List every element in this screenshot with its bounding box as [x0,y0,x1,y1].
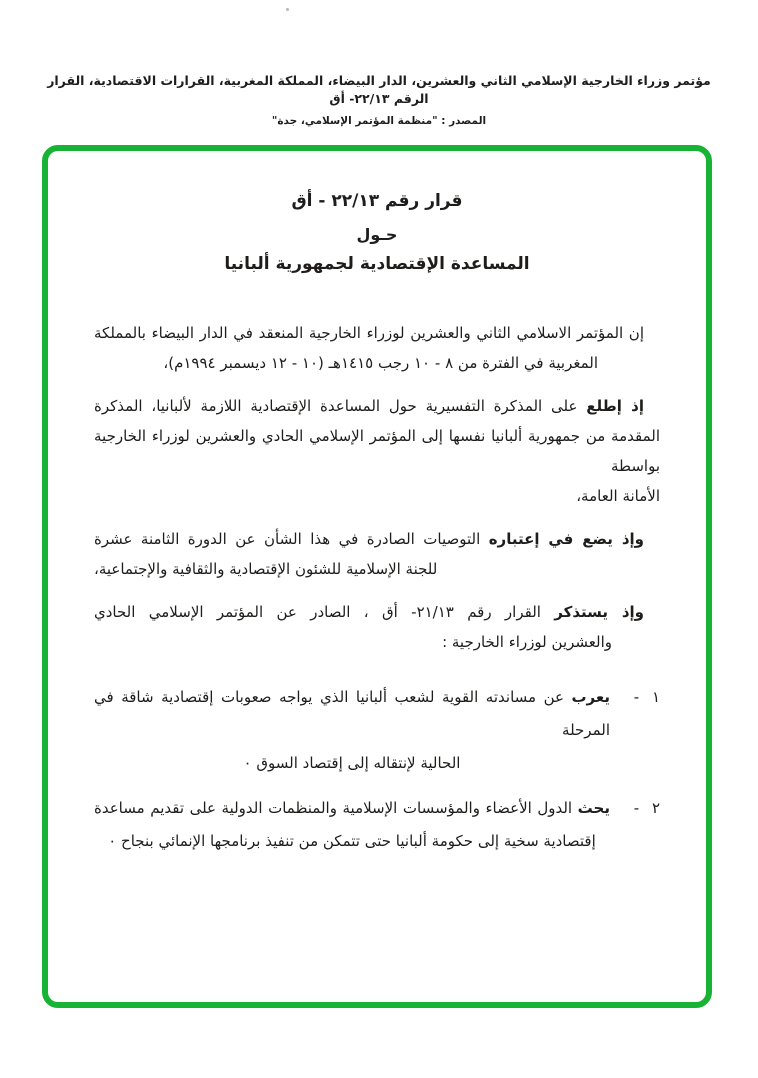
paragraph-line [94,318,660,348]
line-text: الدول الأعضاء والمؤسسات الإسلامية والمنظمات الدولية على تقديم مساعدة [94,799,578,817]
line-text: للجنة الإسلامية للشئون الإقتصادية والثقافية والإجتماعية، [94,560,438,578]
line-text: التوصيات الصادرة في هذا الشأن عن الدورة الثامنة عشرة [94,530,489,548]
item-number: ١ - [633,688,660,706]
paragraph-line [94,481,660,511]
paragraph-line [94,554,660,584]
preamble-paragraph [94,318,660,378]
resolution-frame [42,145,712,1008]
document-header [30,72,728,127]
item-body [94,792,610,858]
item-body [94,681,610,780]
operative-items [94,681,660,858]
lead-phrase: وإذ يستذكر [554,603,644,621]
line-text: القرار رقم ٢١/١٣- أق ، الصادر عن المؤتمر الإسلامي الحادي [94,603,555,621]
item-number: ٢ - [633,799,660,817]
line-text: الحالية لإنتقاله إلى إقتصاد السوق ٠ [243,754,461,772]
lead-phrase: يعرب [571,688,610,706]
line-text: الأمانة العامة، [576,487,660,505]
preamble-paragraph [94,597,660,657]
numbered-item [94,792,660,858]
lead-phrase: إذ إطلع [586,397,645,415]
line-text: إن المؤتمر الاسلامي الثاني والعشرين لوزراء الخارجية المنعقد في الدار البيضاء بالمملكة [94,324,644,342]
resolution-number-title: قرار رقم ٢٢/١٣ - أق [291,191,463,211]
line-text: على المذكرة التفسيرية حول المساعدة الإقتصادية اللازمة لألبانيا، المذكرة [94,397,587,415]
line-text: المغربية في الفترة من ٨ - ١٠ رجب ١٤١٥هـ (١٠ - ١٢ ديسمبر ١٩٩٤م)، [163,354,598,372]
line-text: المقدمة من جمهورية ألبانيا نفسها إلى المؤتمر الإسلامي الحادي والعشرين لوزراء الخارجية بواسطة [94,427,660,475]
paragraph-line [94,348,660,378]
numbered-item [94,681,660,780]
item-line [94,681,610,747]
item-line [94,792,610,825]
preamble-paragraph [94,524,660,584]
paragraph-line [94,524,660,554]
title-block [48,191,706,274]
about-word: حـول [356,225,398,244]
scan-artifact [286,8,289,11]
line-text: إقتصادية سخية إلى حكومة ألبانيا حتى تتمكن من تنفيذ برنامجها الإنمائي بنجاح ٠ [108,832,596,850]
paragraph-line [94,597,660,627]
lead-phrase: يحث [577,799,610,817]
item-line [94,825,610,858]
resolution-subject-title: المساعدة الإقتصادية لجمهورية ألبانيا [224,254,530,274]
paragraph-line [94,627,660,657]
header-source-line: المصدر : "منظمة المؤتمر الإسلامي، جدة" [271,115,487,127]
line-text: عن مساندته القوية لشعب ألبانيا الذي يواجه صعوبات إقتصادية شاقة في المرحلة [94,688,610,739]
header-citation-line: مؤتمر وزراء الخارجية الإسلامي الثاني والعشرين، الدار البيضاء، المملكة المغربية، القرارات الاقتصادية، القرار الرقم ٢٢/١٣- أق [47,73,711,106]
preamble-paragraph [94,391,660,511]
resolution-body [94,318,660,858]
lead-phrase: وإذ يضع في إعتباره [488,530,644,548]
item-line [94,747,610,780]
line-text: والعشرين لوزراء الخارجية : [442,633,612,651]
paragraph-line [94,391,660,421]
paragraph-line [94,421,660,481]
